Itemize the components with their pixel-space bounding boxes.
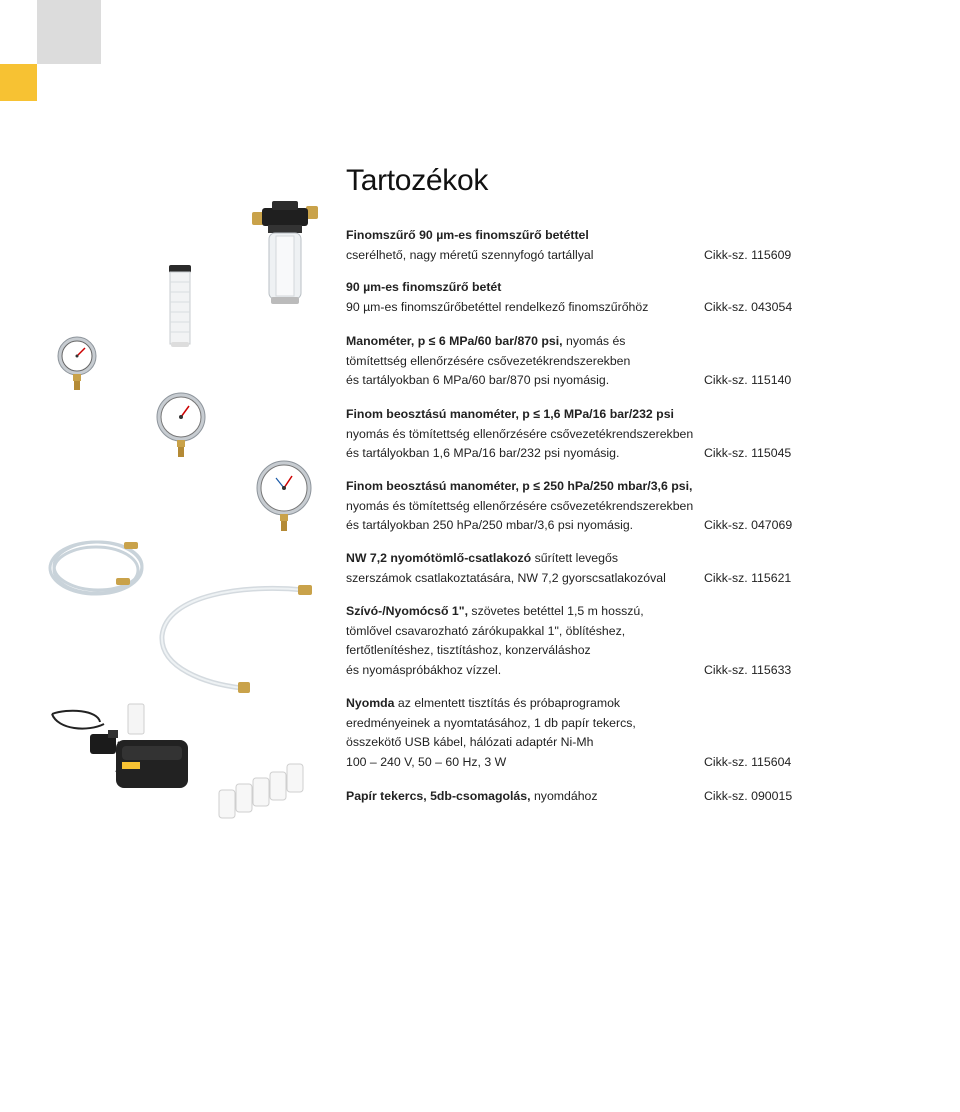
item-description: 100 – 240 V, 50 – 60 Hz, 3 W — [346, 754, 507, 769]
item-description: cserélhető, nagy méretű szennyfogó tartállyal — [346, 247, 594, 262]
item-description: nyomás és tömítettség ellenőrzésére csővezetékrendszerekben — [346, 498, 694, 513]
item-sku: Cikk-sz. 043054 — [704, 299, 793, 314]
paper-rolls-image — [216, 760, 306, 822]
item-sku: Cikk-sz. 115045 — [704, 446, 792, 460]
accessory-item-fine-manometer-16bar — [346, 405, 798, 464]
corner-gray-block — [37, 0, 101, 64]
manometer-fine-250mbar-image — [256, 460, 312, 532]
item-name: NW 7,2 nyomótömlő-csatlakozó — [346, 551, 532, 565]
item-name: Nyomda — [346, 696, 395, 710]
accessory-item-printer — [346, 694, 798, 772]
manometer-small-image — [56, 336, 98, 392]
filter-insert-image — [168, 264, 192, 348]
suction-hose-image — [156, 584, 314, 698]
item-description: és tartályokban 1,6 MPa/16 bar/232 psi nyomásig. — [346, 446, 620, 460]
item-name: Finom beosztású manométer, p ≤ 250 hPa/250 mbar/3,6 psi, — [346, 479, 693, 493]
item-description: nyomdához — [530, 789, 598, 803]
item-sku: Cikk-sz. 047069 — [704, 518, 793, 532]
item-sku: Cikk-sz. 115140 — [704, 373, 792, 387]
page-title: Tartozékok — [346, 164, 489, 197]
item-sku: Cikk-sz. 115621 — [704, 570, 792, 585]
item-name: Finom beosztású manométer, p ≤ 1,6 MPa/16 bar/232 psi — [346, 407, 674, 421]
item-description: szerszámok csatlakoztatására, NW 7,2 gyorscsatlakozóval — [346, 570, 666, 585]
item-sku: Cikk-sz. 090015 — [704, 789, 793, 803]
item-description: 90 µm-es finomszűrőbetéttel rendelkező finomszűrőhöz — [346, 299, 649, 314]
item-description: nyomás és — [562, 334, 626, 348]
item-sku: Cikk-sz. 115633 — [704, 662, 792, 677]
accessory-item-pressure-hose-connector — [346, 549, 798, 588]
pressure-hose-coil-image — [46, 532, 154, 604]
manometer-fine-16bar-image — [156, 392, 206, 458]
item-description: és nyomáspróbákhoz vízzel. — [346, 662, 502, 677]
item-description: és tartályokban 6 MPa/60 bar/870 psi nyomásig. — [346, 373, 610, 387]
item-description: az elmentett tisztítás és próbaprogramok — [394, 696, 621, 710]
item-description: tömítettség ellenőrzésére csővezetékrendszerekben — [346, 353, 631, 368]
item-description: szövetes betéttel 1,5 m hosszú, — [468, 604, 644, 618]
item-description: sűrített levegős — [531, 551, 618, 565]
item-description: nyomás és tömítettség ellenőrzésére csővezetékrendszerekben — [346, 426, 694, 441]
item-name: Szívó-/Nyomócső 1", — [346, 604, 468, 618]
accessory-item-paper-rolls — [346, 787, 798, 807]
item-name: Finomszűrő 90 µm-es finomszűrő betéttel — [346, 228, 589, 242]
fine-filter-image — [252, 198, 318, 310]
item-name: 90 µm-es finomszűrő betét — [346, 280, 502, 294]
item-name: Manométer, p ≤ 6 MPa/60 bar/870 psi, — [346, 334, 563, 348]
item-description: fertőtlenítéshez, tisztításhoz, konzerváláshoz — [346, 643, 591, 657]
item-description: és tartályokban 250 hPa/250 mbar/3,6 psi nyomásig. — [346, 518, 634, 532]
accessory-item-fine-filter — [346, 226, 798, 265]
accessory-item-suction-pressure-hose — [346, 602, 798, 680]
accessory-item-filter-insert — [346, 278, 798, 317]
item-name: Papír tekercs, 5db-csomagolás, — [346, 789, 531, 803]
item-description: összekötő USB kábel, hálózati adaptér Ni-Mh — [346, 735, 594, 749]
item-description: tömlővel csavarozható zárókupakkal 1", öblítéshez, — [346, 623, 626, 638]
printer-image — [48, 702, 188, 792]
item-sku: Cikk-sz. 115609 — [704, 247, 792, 262]
accessory-item-manometer — [346, 332, 798, 391]
accessory-item-fine-manometer-250mbar — [346, 477, 798, 536]
item-description: eredményeinek a nyomtatásához, 1 db papír tekercs, — [346, 715, 636, 730]
corner-yellow-block — [0, 64, 37, 101]
item-sku: Cikk-sz. 115604 — [704, 754, 792, 769]
